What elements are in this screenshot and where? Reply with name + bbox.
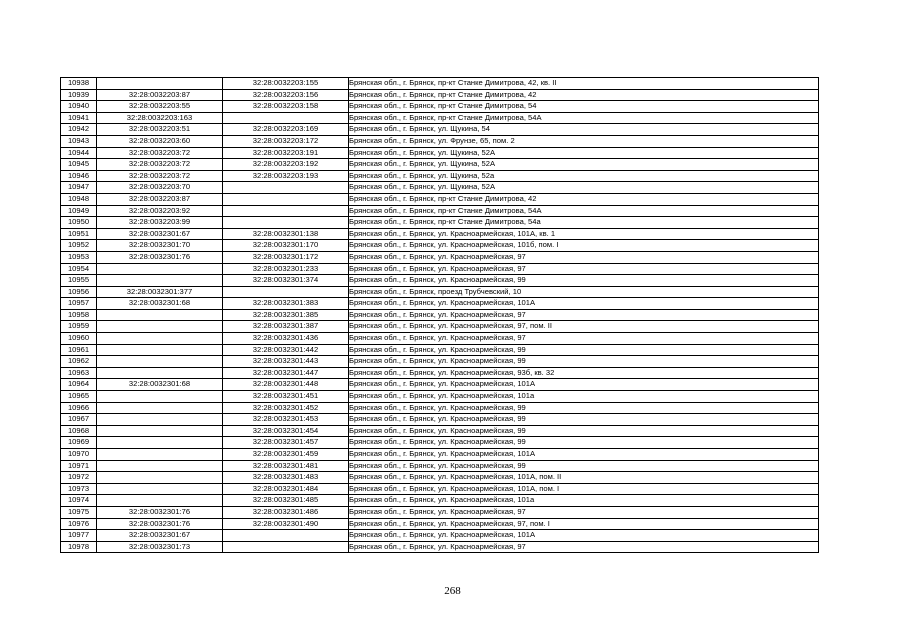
object-cadastral-number-cell: 32:28:0032301:385	[223, 309, 349, 321]
object-cadastral-number-cell	[223, 217, 349, 229]
object-cadastral-number-cell	[223, 541, 349, 553]
address-cell: Брянская обл., г. Брянск, ул. Красноармейская, 99	[349, 425, 819, 437]
row-number-cell: 10962	[61, 356, 97, 368]
object-cadastral-number-cell: 32:28:0032301:448	[223, 379, 349, 391]
address-cell: Брянская обл., г. Брянск, ул. Красноармейская, 97	[349, 263, 819, 275]
table-row	[61, 78, 819, 90]
address-cell: Брянская обл., г. Брянск, ул. Красноармейская, 99	[349, 402, 819, 414]
cadastral-number-cell	[97, 333, 223, 345]
address-cell: Брянская обл., г. Брянск, ул. Красноармейская, 97	[349, 333, 819, 345]
row-number-cell: 10940	[61, 101, 97, 113]
address-cell: Брянская обл., г. Брянск, пр-кт Станке Димитрова, 42	[349, 193, 819, 205]
address-cell: Брянская обл., г. Брянск, ул. Красноармейская, 99	[349, 356, 819, 368]
row-number-cell: 10941	[61, 112, 97, 124]
object-cadastral-number-cell: 32:28:0032301:138	[223, 228, 349, 240]
object-cadastral-number-cell: 32:28:0032203:156	[223, 89, 349, 101]
row-number-cell: 10939	[61, 89, 97, 101]
address-cell: Брянская обл., г. Брянск, пр-кт Станке Димитрова, 54А	[349, 112, 819, 124]
address-cell: Брянская обл., г. Брянск, ул. Красноармейская, 101А	[349, 379, 819, 391]
address-cell: Брянская обл., г. Брянск, ул. Красноармейская, 101а	[349, 495, 819, 507]
cadastral-number-cell: 32:28:0032301:76	[97, 506, 223, 518]
address-cell: Брянская обл., г. Брянск, ул. Красноармейская, 97, пом. I	[349, 518, 819, 530]
table-row	[61, 460, 819, 472]
cadastral-number-cell: 32:28:0032301:73	[97, 541, 223, 553]
address-cell: Брянская обл., г. Брянск, ул. Красноармейская, 101А, кв. 1	[349, 228, 819, 240]
cadastral-number-cell: 32:28:0032203:51	[97, 124, 223, 136]
object-cadastral-number-cell	[223, 112, 349, 124]
table-row	[61, 170, 819, 182]
row-number-cell: 10968	[61, 425, 97, 437]
table-row	[61, 367, 819, 379]
address-cell: Брянская обл., г. Брянск, ул. Красноармейская, 101б, пом. I	[349, 240, 819, 252]
row-number-cell: 10952	[61, 240, 97, 252]
row-number-cell: 10969	[61, 437, 97, 449]
table-row	[61, 425, 819, 437]
object-cadastral-number-cell	[223, 193, 349, 205]
row-number-cell: 10957	[61, 298, 97, 310]
address-cell: Брянская обл., г. Брянск, ул. Щукина, 54	[349, 124, 819, 136]
cadastral-number-cell	[97, 391, 223, 403]
row-number-cell: 10945	[61, 159, 97, 171]
table-row	[61, 217, 819, 229]
address-cell: Брянская обл., г. Брянск, ул. Красноармейская, 99	[349, 344, 819, 356]
cadastral-number-cell	[97, 414, 223, 426]
table-row	[61, 240, 819, 252]
cadastral-number-cell: 32:28:0032203:60	[97, 135, 223, 147]
cadastral-number-cell	[97, 402, 223, 414]
object-cadastral-number-cell: 32:28:0032301:170	[223, 240, 349, 252]
address-cell: Брянская обл., г. Брянск, ул. Красноармейская, 97	[349, 309, 819, 321]
row-number-cell: 10972	[61, 472, 97, 484]
table-row	[61, 321, 819, 333]
table-row	[61, 263, 819, 275]
cadastral-number-cell	[97, 472, 223, 484]
object-cadastral-number-cell: 32:28:0032301:484	[223, 483, 349, 495]
cadastral-number-cell: 32:28:0032203:72	[97, 147, 223, 159]
table-row	[61, 472, 819, 484]
address-cell: Брянская обл., г. Брянск, пр-кт Станке Димитрова, 54	[349, 101, 819, 113]
object-cadastral-number-cell: 32:28:0032301:172	[223, 251, 349, 263]
cadastral-number-cell: 32:28:0032203:55	[97, 101, 223, 113]
row-number-cell: 10961	[61, 344, 97, 356]
table-row	[61, 506, 819, 518]
table-row	[61, 286, 819, 298]
row-number-cell: 10954	[61, 263, 97, 275]
row-number-cell: 10938	[61, 78, 97, 90]
table-row	[61, 205, 819, 217]
object-cadastral-number-cell: 32:28:0032301:374	[223, 275, 349, 287]
table-row	[61, 193, 819, 205]
table-row	[61, 101, 819, 113]
cadastral-number-cell: 32:28:0032301:68	[97, 379, 223, 391]
address-cell: Брянская обл., г. Брянск, ул. Фрунзе, 65, пом. 2	[349, 135, 819, 147]
cadastral-number-cell: 32:28:0032203:72	[97, 170, 223, 182]
object-cadastral-number-cell: 32:28:0032301:436	[223, 333, 349, 345]
table-row	[61, 495, 819, 507]
object-cadastral-number-cell: 32:28:0032203:191	[223, 147, 349, 159]
object-cadastral-number-cell	[223, 530, 349, 542]
cadastral-number-cell	[97, 356, 223, 368]
row-number-cell: 10946	[61, 170, 97, 182]
object-cadastral-number-cell: 32:28:0032203:172	[223, 135, 349, 147]
row-number-cell: 10976	[61, 518, 97, 530]
cadastral-number-cell	[97, 460, 223, 472]
row-number-cell: 10966	[61, 402, 97, 414]
address-cell: Брянская обл., г. Брянск, ул. Щукина, 52А	[349, 182, 819, 194]
row-number-cell: 10974	[61, 495, 97, 507]
object-cadastral-number-cell: 32:28:0032301:490	[223, 518, 349, 530]
address-cell: Брянская обл., г. Брянск, ул. Красноармейская, 101А	[349, 449, 819, 461]
table-row	[61, 391, 819, 403]
row-number-cell: 10953	[61, 251, 97, 263]
cadastral-number-cell	[97, 367, 223, 379]
row-number-cell: 10963	[61, 367, 97, 379]
page-number: 268	[444, 585, 461, 597]
registry-table	[60, 77, 819, 553]
object-cadastral-number-cell: 32:28:0032301:233	[223, 263, 349, 275]
object-cadastral-number-cell: 32:28:0032301:457	[223, 437, 349, 449]
object-cadastral-number-cell: 32:28:0032301:383	[223, 298, 349, 310]
table-row	[61, 159, 819, 171]
table-row	[61, 147, 819, 159]
address-cell: Брянская обл., г. Брянск, пр-кт Станке Димитрова, 42	[349, 89, 819, 101]
cadastral-number-cell	[97, 495, 223, 507]
row-number-cell: 10978	[61, 541, 97, 553]
cadastral-number-cell	[97, 449, 223, 461]
row-number-cell: 10967	[61, 414, 97, 426]
table-row	[61, 379, 819, 391]
cadastral-number-cell: 32:28:0032301:67	[97, 530, 223, 542]
cadastral-number-cell: 32:28:0032203:72	[97, 159, 223, 171]
object-cadastral-number-cell: 32:28:0032301:454	[223, 425, 349, 437]
object-cadastral-number-cell: 32:28:0032301:447	[223, 367, 349, 379]
cadastral-number-cell	[97, 263, 223, 275]
object-cadastral-number-cell: 32:28:0032301:387	[223, 321, 349, 333]
object-cadastral-number-cell: 32:28:0032301:452	[223, 402, 349, 414]
table-row	[61, 182, 819, 194]
address-cell: Брянская обл., г. Брянск, ул. Красноармейская, 101а	[349, 391, 819, 403]
cadastral-number-cell: 32:28:0032301:377	[97, 286, 223, 298]
cadastral-number-cell: 32:28:0032301:76	[97, 251, 223, 263]
table-row	[61, 356, 819, 368]
address-cell: Брянская обл., г. Брянск, ул. Красноармейская, 97	[349, 541, 819, 553]
address-cell: Брянская обл., г. Брянск, ул. Красноармейская, 99	[349, 460, 819, 472]
row-number-cell: 10948	[61, 193, 97, 205]
row-number-cell: 10973	[61, 483, 97, 495]
object-cadastral-number-cell: 32:28:0032301:486	[223, 506, 349, 518]
table-row	[61, 483, 819, 495]
table-row	[61, 298, 819, 310]
object-cadastral-number-cell: 32:28:0032301:459	[223, 449, 349, 461]
object-cadastral-number-cell	[223, 182, 349, 194]
row-number-cell: 10964	[61, 379, 97, 391]
row-number-cell: 10960	[61, 333, 97, 345]
table-row	[61, 518, 819, 530]
table-row	[61, 344, 819, 356]
address-cell: Брянская обл., г. Брянск, ул. Красноармейская, 101А, пом. I	[349, 483, 819, 495]
cadastral-number-cell	[97, 437, 223, 449]
cadastral-number-cell: 32:28:0032203:87	[97, 89, 223, 101]
cadastral-number-cell	[97, 309, 223, 321]
object-cadastral-number-cell: 32:28:0032203:193	[223, 170, 349, 182]
object-cadastral-number-cell: 32:28:0032203:158	[223, 101, 349, 113]
address-cell: Брянская обл., г. Брянск, ул. Красноармейская, 101А	[349, 298, 819, 310]
object-cadastral-number-cell: 32:28:0032301:442	[223, 344, 349, 356]
address-cell: Брянская обл., г. Брянск, проезд Трубчевский, 10	[349, 286, 819, 298]
address-cell: Брянская обл., г. Брянск, ул. Красноармейская, 99	[349, 275, 819, 287]
address-cell: Брянская обл., г. Брянск, ул. Щукина, 52а	[349, 170, 819, 182]
table-row	[61, 112, 819, 124]
row-number-cell: 10951	[61, 228, 97, 240]
row-number-cell: 10959	[61, 321, 97, 333]
object-cadastral-number-cell: 32:28:0032301:453	[223, 414, 349, 426]
row-number-cell: 10949	[61, 205, 97, 217]
address-cell: Брянская обл., г. Брянск, ул. Красноармейская, 93б, кв. 32	[349, 367, 819, 379]
cadastral-number-cell: 32:28:0032203:99	[97, 217, 223, 229]
table-row	[61, 414, 819, 426]
object-cadastral-number-cell: 32:28:0032301:443	[223, 356, 349, 368]
row-number-cell: 10965	[61, 391, 97, 403]
table-row	[61, 89, 819, 101]
row-number-cell: 10971	[61, 460, 97, 472]
address-cell: Брянская обл., г. Брянск, ул. Щукина, 52А	[349, 147, 819, 159]
cadastral-number-cell: 32:28:0032301:67	[97, 228, 223, 240]
address-cell: Брянская обл., г. Брянск, ул. Красноармейская, 101А, пом. II	[349, 472, 819, 484]
table-row	[61, 251, 819, 263]
cadastral-number-cell: 32:28:0032203:163	[97, 112, 223, 124]
address-cell: Брянская обл., г. Брянск, ул. Красноармейская, 101А	[349, 530, 819, 542]
object-cadastral-number-cell: 32:28:0032301:485	[223, 495, 349, 507]
cadastral-number-cell	[97, 321, 223, 333]
address-cell: Брянская обл., г. Брянск, ул. Красноармейская, 97, пом. II	[349, 321, 819, 333]
row-number-cell: 10950	[61, 217, 97, 229]
table-row	[61, 124, 819, 136]
row-number-cell: 10958	[61, 309, 97, 321]
address-cell: Брянская обл., г. Брянск, ул. Щукина, 52А	[349, 159, 819, 171]
object-cadastral-number-cell: 32:28:0032203:169	[223, 124, 349, 136]
object-cadastral-number-cell: 32:28:0032203:155	[223, 78, 349, 90]
address-cell: Брянская обл., г. Брянск, ул. Красноармейская, 99	[349, 414, 819, 426]
cadastral-number-cell: 32:28:0032301:68	[97, 298, 223, 310]
cadastral-number-cell: 32:28:0032301:76	[97, 518, 223, 530]
row-number-cell: 10947	[61, 182, 97, 194]
table-row	[61, 530, 819, 542]
address-cell: Брянская обл., г. Брянск, пр-кт Станке Димитрова, 42, кв. II	[349, 78, 819, 90]
object-cadastral-number-cell: 32:28:0032301:481	[223, 460, 349, 472]
cadastral-number-cell	[97, 483, 223, 495]
table-row	[61, 309, 819, 321]
address-cell: Брянская обл., г. Брянск, ул. Красноармейская, 99	[349, 437, 819, 449]
object-cadastral-number-cell: 32:28:0032203:192	[223, 159, 349, 171]
row-number-cell: 10955	[61, 275, 97, 287]
table-row	[61, 437, 819, 449]
table-row	[61, 275, 819, 287]
table-row	[61, 541, 819, 553]
row-number-cell: 10977	[61, 530, 97, 542]
cadastral-number-cell: 32:28:0032203:70	[97, 182, 223, 194]
row-number-cell: 10970	[61, 449, 97, 461]
address-cell: Брянская обл., г. Брянск, пр-кт Станке Димитрова, 54А	[349, 205, 819, 217]
table-row	[61, 228, 819, 240]
address-cell: Брянская обл., г. Брянск, пр-кт Станке Димитрова, 54а	[349, 217, 819, 229]
row-number-cell: 10943	[61, 135, 97, 147]
cadastral-number-cell: 32:28:0032203:87	[97, 193, 223, 205]
row-number-cell: 10942	[61, 124, 97, 136]
address-cell: Брянская обл., г. Брянск, ул. Красноармейская, 97	[349, 506, 819, 518]
registry-table-body	[61, 78, 819, 553]
table-row	[61, 449, 819, 461]
table-row	[61, 135, 819, 147]
cadastral-number-cell	[97, 78, 223, 90]
object-cadastral-number-cell: 32:28:0032301:483	[223, 472, 349, 484]
table-row	[61, 402, 819, 414]
cadastral-number-cell	[97, 344, 223, 356]
cadastral-number-cell: 32:28:0032301:70	[97, 240, 223, 252]
row-number-cell: 10975	[61, 506, 97, 518]
row-number-cell: 10944	[61, 147, 97, 159]
cadastral-number-cell	[97, 425, 223, 437]
table-row	[61, 333, 819, 345]
row-number-cell: 10956	[61, 286, 97, 298]
cadastral-number-cell: 32:28:0032203:92	[97, 205, 223, 217]
object-cadastral-number-cell	[223, 286, 349, 298]
address-cell: Брянская обл., г. Брянск, ул. Красноармейская, 97	[349, 251, 819, 263]
object-cadastral-number-cell	[223, 205, 349, 217]
cadastral-number-cell	[97, 275, 223, 287]
object-cadastral-number-cell: 32:28:0032301:451	[223, 391, 349, 403]
